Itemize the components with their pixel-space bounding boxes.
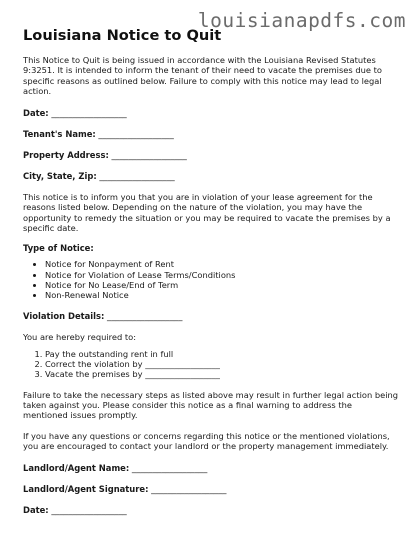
field-blank: __________________ <box>99 171 175 182</box>
landlord-name-field[interactable] <box>23 463 399 474</box>
list-item: • Notice for Nonpayment of Rent <box>45 259 399 269</box>
field-blank: __________________ <box>51 505 127 516</box>
field-label: Tenant's Name: <box>23 129 96 140</box>
field-label: Property Address: <box>23 150 109 161</box>
field-label: Violation Details: <box>23 310 105 321</box>
list-item: • Notice for No Lease/End of Term <box>45 280 399 290</box>
field-blank: __________________ <box>151 484 227 495</box>
signature-date-field[interactable] <box>23 505 399 516</box>
notice-document <box>23 27 399 516</box>
list-item: • Non-Renewal Notice <box>45 290 399 300</box>
field-label: Landlord/Agent Name: <box>23 463 130 474</box>
city-state-zip-field[interactable] <box>23 171 399 182</box>
contact-paragraph: If you have any questions or concerns regarding this notice or the mentioned violations, you are encouraged to contact your landlord or the property management immediately. <box>23 430 390 451</box>
date-field[interactable] <box>23 108 399 119</box>
field-blank: __________________ <box>111 150 187 161</box>
field-blank: __________________ <box>98 129 174 140</box>
intro-paragraph: This Notice to Quit is being issued in accordance with the Louisiana Revised Statutes 9:3251. It is intended to inform the tenant of their need to vacate the premises due to specific reasons as outlined below. Failure to comply with this notice may lead to legal action. <box>23 55 382 96</box>
violation-intro-paragraph: This notice is to inform you that you are in violation of your lease agreement for the reasons listed below. Depending on the nature of the violation, you may have the opportunity to remedy the situation or you may be required to vacate the premises by a specific date. <box>23 192 391 234</box>
document-title: Louisiana Notice to Quit <box>23 27 222 44</box>
notice-type-list <box>23 259 399 300</box>
field-blank: __________________ <box>107 310 183 321</box>
warning-paragraph: Failure to take the necessary steps as listed above may result in further legal action being taken against you. Please consider this notice as a final warning to address the mentioned issues promptly. <box>23 389 399 421</box>
field-label: Date: <box>23 505 49 516</box>
field-label: Date: <box>23 108 49 119</box>
field-label: Landlord/Agent Signature: <box>23 484 149 495</box>
required-intro: You are hereby required to: <box>23 331 137 342</box>
list-item: • Notice for Violation of Lease Terms/Conditions <box>45 270 399 280</box>
field-label: City, State, Zip: <box>23 171 97 182</box>
field-blank: __________________ <box>131 463 208 474</box>
field-blank: __________________ <box>51 108 127 119</box>
type-of-notice-heading: Type of Notice: <box>23 243 94 254</box>
list-item: 2. Correct the violation by __________________ <box>45 359 399 369</box>
property-address-field[interactable] <box>23 150 399 161</box>
site-watermark: louisianapdfs.com <box>197 9 406 32</box>
landlord-signature-field[interactable] <box>23 484 399 495</box>
required-actions-list <box>23 349 399 380</box>
tenant-name-field[interactable] <box>23 129 399 140</box>
list-item: 1. Pay the outstanding rent in full <box>45 349 399 359</box>
list-item: 3. Vacate the premises by __________________ <box>45 369 399 379</box>
violation-details-field[interactable] <box>23 311 399 322</box>
